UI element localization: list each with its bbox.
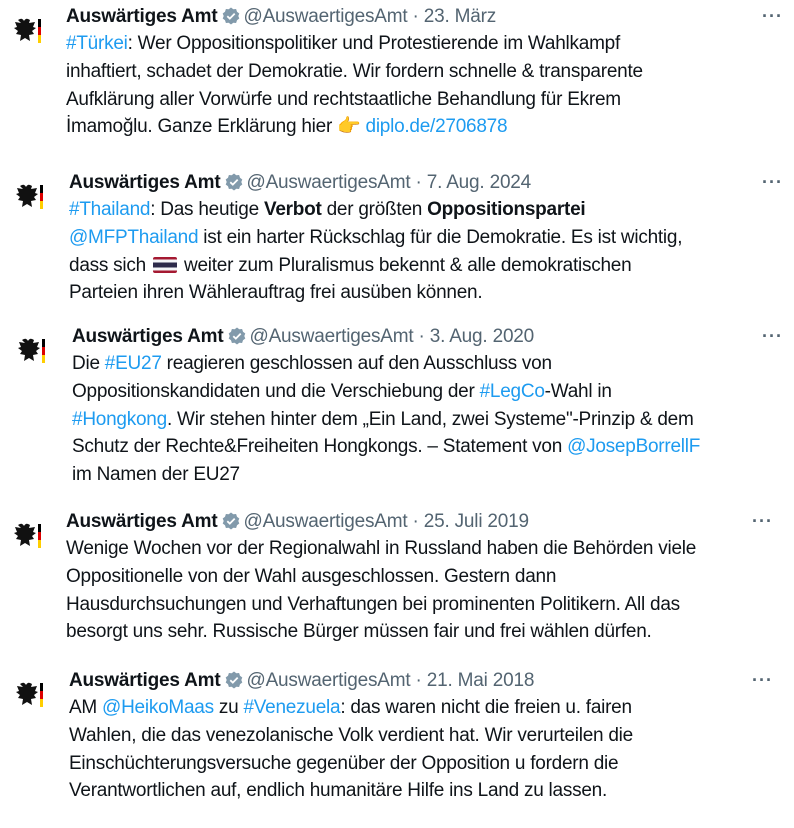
text-segment: zu xyxy=(213,697,244,718)
text-segment: Hausdurchsuchungen und Verhaftungen bei prominenten Politikern. All das xyxy=(66,593,680,615)
author-handle[interactable]: @AuswaertigesAmt xyxy=(243,6,408,27)
tweet-text-line xyxy=(72,433,700,461)
tweet-text-line xyxy=(66,86,643,114)
tweet-header xyxy=(72,324,700,350)
tweet-text-line xyxy=(72,461,700,489)
tweet-text-line xyxy=(66,113,643,141)
text-segment: Aufklärung aller Vorwürfe und rechtstaatliche Behandlung für Ekrem xyxy=(66,88,621,110)
more-options-icon[interactable]: ··· xyxy=(752,511,773,531)
eagle-avatar-icon[interactable] xyxy=(12,334,46,368)
author-handle[interactable]: @AuswaertigesAmt xyxy=(246,172,411,193)
text-segment: weiter zum Pluralismus bekennt & alle demokratischen xyxy=(178,254,632,276)
pointing-hand-emoji-icon: 👉 xyxy=(337,116,361,138)
tweet-header xyxy=(69,170,682,196)
text-segment: dass sich xyxy=(69,254,151,276)
author-name[interactable]: Auswärtiges Amt xyxy=(69,670,221,691)
tweet-content xyxy=(69,668,633,805)
text-segment: : Das heutige xyxy=(150,199,264,220)
author-name[interactable]: Auswärtiges Amt xyxy=(66,6,218,27)
text-segment: -Wahl in xyxy=(544,380,612,402)
bold-text: Oppositionspartei xyxy=(427,199,586,220)
tweet-text-line xyxy=(66,535,696,563)
thailand-flag-icon xyxy=(153,257,177,273)
eagle-avatar-icon[interactable] xyxy=(8,14,42,48)
bold-text: Verbot xyxy=(263,199,322,220)
more-options-icon[interactable]: ··· xyxy=(762,326,783,346)
text-segment: Wahlen, die das venezolanische Volk verdient hat. Wir verurteilen die xyxy=(69,724,633,746)
tweet-date[interactable]: · 3. Aug. 2020 xyxy=(418,326,535,347)
tweet-header xyxy=(66,509,696,535)
hashtag-link[interactable]: #LegCo xyxy=(479,380,545,402)
text-segment: der größten xyxy=(321,199,428,220)
tweet-text-line xyxy=(69,224,682,252)
tweet-text-line xyxy=(66,30,643,58)
tweet-text xyxy=(66,535,696,646)
text-segment: Verantwortlichen auf, endlich humanitäre Hilfe ins Land zu lassen. xyxy=(69,780,607,802)
tweet-text-line xyxy=(72,378,700,406)
tweet-text xyxy=(66,30,643,141)
tweet-date[interactable]: · 25. Juli 2019 xyxy=(412,511,529,532)
tweet-text-line xyxy=(69,694,633,722)
eagle-avatar-icon[interactable] xyxy=(10,678,44,712)
more-options-icon[interactable]: ··· xyxy=(752,670,773,690)
mention-link[interactable]: @MFPThailand xyxy=(69,226,199,248)
text-segment: reagieren geschlossen auf den Ausschluss von xyxy=(161,353,552,374)
tweet-content xyxy=(66,509,696,646)
tweet-text-line xyxy=(66,591,696,619)
tweet-date[interactable]: · 23. März xyxy=(412,6,497,27)
text-segment: besorgt uns sehr. Russische Bürger müssen fair und frei wählen dürfen. xyxy=(66,621,652,643)
text-segment: İmamoğlu. Ganze Erklärung hier xyxy=(66,116,338,138)
tweet-text-line xyxy=(66,618,696,646)
verified-badge-icon xyxy=(228,327,246,345)
author-name[interactable]: Auswärtiges Amt xyxy=(66,511,218,532)
more-options-icon[interactable]: ··· xyxy=(762,6,783,26)
tweet-text-line xyxy=(69,196,682,224)
author-handle[interactable]: @AuswaertigesAmt xyxy=(249,326,414,347)
hashtag-link[interactable]: #Venezuela xyxy=(243,697,341,718)
hashtag-link[interactable]: #Hongkong xyxy=(72,408,167,430)
mention-link[interactable]: @JosepBorrellF xyxy=(567,436,701,458)
tweet-text-line xyxy=(69,252,682,280)
text-segment: Die xyxy=(72,353,105,374)
verified-badge-icon xyxy=(225,173,243,191)
text-segment: Einschüchterungsversuche gegenüber der Opposition u fordern die xyxy=(69,752,619,774)
text-segment: ist ein harter Rückschlag für die Demokratie. Es ist wichtig, xyxy=(198,226,683,248)
verified-badge-icon xyxy=(222,7,240,25)
author-handle[interactable]: @AuswaertigesAmt xyxy=(243,511,408,532)
tweet-text-line xyxy=(69,777,633,805)
tweet-content xyxy=(72,324,700,489)
author-handle[interactable]: @AuswaertigesAmt xyxy=(246,670,411,691)
url-link[interactable]: diplo.de/2706878 xyxy=(365,116,508,138)
hashtag-link[interactable]: #Thailand xyxy=(69,199,151,220)
text-segment: : Wer Oppositionspolitiker und Protestierende im Wahlkampf xyxy=(127,33,620,54)
tweet-text-line xyxy=(69,279,682,307)
tweet[interactable] xyxy=(0,509,794,669)
tweet-date[interactable]: · 7. Aug. 2024 xyxy=(415,172,532,193)
text-segment: Oppositionelle von der Wahl ausgeschlossen. Gestern dann xyxy=(66,565,557,587)
eagle-avatar-icon[interactable] xyxy=(8,519,42,553)
text-segment: Wenige Wochen vor der Regionalwahl in Russland haben die Behörden viele xyxy=(66,538,697,559)
tweet-header xyxy=(66,4,643,30)
tweet-text-line xyxy=(69,722,633,750)
mention-link[interactable]: @HeikoMaas xyxy=(102,697,214,718)
text-segment: Schutz der Rechte&Freiheiten Hongkongs. – Statement von xyxy=(72,436,568,458)
tweet[interactable] xyxy=(0,324,794,484)
text-segment: : das waren nicht die freien u. fairen xyxy=(340,697,632,718)
author-name[interactable]: Auswärtiges Amt xyxy=(69,172,221,193)
author-name[interactable]: Auswärtiges Amt xyxy=(72,326,224,347)
tweet-content xyxy=(69,170,682,307)
tweet-text-line xyxy=(72,350,700,378)
tweet[interactable] xyxy=(0,668,794,828)
text-segment: Parteien ihren Wählerauftrag frei ausüben können. xyxy=(69,282,483,304)
verified-badge-icon xyxy=(225,671,243,689)
verified-badge-icon xyxy=(222,512,240,530)
tweet-header xyxy=(69,668,633,694)
tweet-content xyxy=(66,4,643,141)
tweet-text-line xyxy=(69,750,633,778)
tweet-text-line xyxy=(72,406,700,434)
text-segment: AM xyxy=(69,697,103,718)
tweet[interactable] xyxy=(0,4,794,164)
eagle-avatar-icon[interactable] xyxy=(10,180,44,214)
tweet-text xyxy=(69,694,633,805)
text-segment: . Wir stehen hinter dem „Ein Land, zwei Systeme"-Prinzip & dem xyxy=(166,408,694,430)
tweet-text-line xyxy=(66,58,643,86)
text-segment: im Namen der EU27 xyxy=(72,464,240,486)
text-segment: inhaftiert, schadet der Demokratie. Wir fordern schnelle & transparente xyxy=(66,60,643,82)
tweet-text xyxy=(69,196,682,307)
text-segment: Oppositionskandidaten und die Verschiebung der xyxy=(72,380,480,402)
tweet-date[interactable]: · 21. Mai 2018 xyxy=(415,670,535,691)
hashtag-link[interactable]: #Türkei xyxy=(66,33,128,54)
more-options-icon[interactable]: ··· xyxy=(762,172,783,192)
hashtag-link[interactable]: #EU27 xyxy=(104,353,162,374)
tweet[interactable] xyxy=(0,170,794,330)
tweet-text-line xyxy=(66,563,696,591)
tweet-text xyxy=(72,350,700,489)
